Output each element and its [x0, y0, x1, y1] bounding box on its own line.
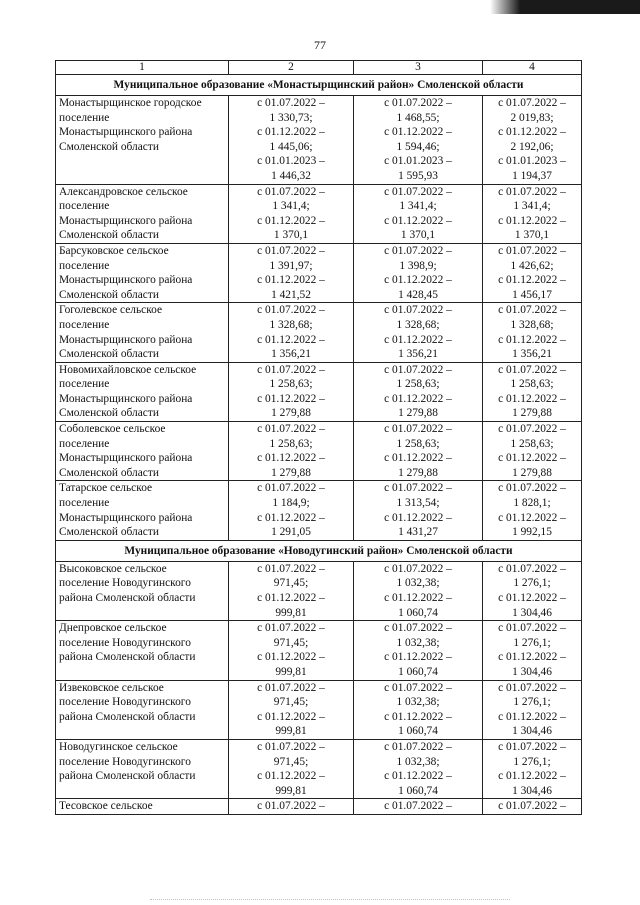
tariff-value-line: с 01.12.2022 – [498, 592, 566, 604]
settlement-name-line: района Смоленской области [59, 592, 196, 604]
settlement-name-line: Смоленской области [59, 526, 159, 539]
tariff-value-cell [229, 243, 354, 302]
tariff-value-line: 1 258,63; [269, 378, 313, 391]
tariff-value-line: с 01.12.2022 – [384, 592, 452, 604]
tariff-value-line: с 01.12.2022 – [498, 214, 566, 227]
tariff-value-line: с 01.12.2022 – [257, 126, 325, 139]
tariff-value-line: с 01.12.2022 – [498, 333, 566, 346]
tariff-value-cell [354, 243, 483, 302]
tariff-value-line: 1 258,63; [396, 378, 440, 391]
tariff-value-cell [229, 184, 354, 243]
tariff-value-line: 1 992,15 [512, 526, 552, 539]
settlement-name-line: Смоленской области [59, 466, 159, 479]
tariff-value-line: с 01.01.2023 – [498, 155, 566, 168]
settlement-name-cell [56, 680, 229, 739]
tariff-value-line: с 01.12.2022 – [498, 274, 566, 287]
tariff-value-line: с 01.07.2022 – [384, 185, 452, 198]
settlement-name-line: района Смоленской области [59, 651, 196, 664]
tariff-value-line: с 01.07.2022 – [257, 740, 325, 753]
tariff-value-line: с 01.12.2022 – [498, 126, 566, 139]
tariff-value-line: 1 291,05 [271, 526, 311, 539]
tariff-value-line: 1 446,32 [271, 169, 311, 182]
tariff-value-line: 1 356,21 [271, 348, 311, 361]
tariff-value-line: с 01.12.2022 – [257, 511, 325, 524]
tariff-value-line: 1 279,88 [398, 466, 438, 479]
tariff-value-line: с 01.12.2022 – [384, 126, 452, 139]
tariff-value-line: 1 279,88 [271, 407, 311, 420]
settlement-name-line: Днепровское сельское [59, 622, 167, 635]
tariff-value-line: с 01.07.2022 – [498, 423, 566, 436]
tariff-value-line: 1 184,9; [272, 497, 310, 510]
tariff-value-line: 1 276,1; [513, 755, 551, 768]
tariff-value-line: с 01.07.2022 – [257, 681, 325, 694]
settlement-name-line: поселение Новодугинского [59, 755, 191, 768]
tariff-table [55, 60, 582, 815]
tariff-value-line: с 01.07.2022 – [384, 562, 452, 575]
table-row [56, 422, 582, 481]
tariff-value-cell [483, 96, 582, 185]
tariff-value-line: с 01.07.2022 – [257, 244, 325, 257]
tariff-value-line: 1 032,38; [396, 696, 440, 709]
settlement-name-line: поселение [59, 259, 110, 272]
settlement-name-cell [56, 362, 229, 421]
settlement-name-line: Смоленской области [59, 348, 159, 361]
settlement-name-line: Высоковское сельское [59, 562, 167, 575]
tariff-value-line: 1 428,45 [398, 288, 438, 301]
settlement-name-line: Монастырщинского района [59, 333, 193, 346]
settlement-name-line: Смоленской области [59, 407, 159, 420]
settlement-name-cell [56, 799, 229, 815]
settlement-name-cell [56, 561, 229, 620]
settlement-name-line: Монастырщинского района [59, 511, 193, 524]
column-number-cell: 3 [354, 61, 483, 75]
tariff-value-line: с 01.12.2022 – [257, 770, 325, 783]
tariff-value-line: 1 304,46 [512, 606, 552, 619]
tariff-value-line: 999,81 [275, 725, 307, 738]
tariff-value-line: 1 456,17 [512, 288, 552, 301]
tariff-value-line: 1 595,93 [398, 169, 438, 182]
settlement-name-line: поселение Новодугинского [59, 636, 191, 649]
column-number-row [56, 61, 582, 75]
column-number-cell: 4 [483, 61, 582, 75]
tariff-value-cell [229, 739, 354, 798]
tariff-value-cell [229, 680, 354, 739]
table-row [56, 303, 582, 362]
tariff-value-line: с 01.12.2022 – [498, 651, 566, 664]
tariff-value-line: 1 194,37 [512, 169, 552, 182]
tariff-value-line: 1 279,88 [512, 466, 552, 479]
tariff-value-cell [483, 680, 582, 739]
tariff-value-line: с 01.01.2023 – [257, 155, 325, 168]
tariff-value-line: с 01.07.2022 – [498, 622, 566, 635]
tariff-value-line: 1 276,1; [513, 636, 551, 649]
tariff-value-line: 1 304,46 [512, 725, 552, 738]
tariff-value-line: 1 258,63; [396, 437, 440, 450]
tariff-value-line: с 01.12.2022 – [384, 392, 452, 405]
tariff-value-cell [354, 621, 483, 680]
tariff-value-line: с 01.07.2022 – [257, 363, 325, 376]
tariff-value-line: с 01.07.2022 – [257, 562, 325, 575]
settlement-name-line: Монастырщинского района [59, 126, 193, 139]
settlement-name-line: района Смоленской области [59, 770, 196, 783]
tariff-value-cell [229, 481, 354, 540]
settlement-name-cell [56, 184, 229, 243]
tariff-value-line: 1 258,63; [269, 437, 313, 450]
settlement-name-cell [56, 243, 229, 302]
tariff-value-cell [483, 561, 582, 620]
tariff-value-line: 1 258,63; [510, 378, 554, 391]
settlement-name-line: Монастырщинского района [59, 452, 193, 465]
tariff-value-line: 1 328,68; [269, 318, 313, 331]
tariff-value-line: 1 060,74 [398, 606, 438, 619]
settlement-name-line: Гоголевское сельское [59, 304, 163, 317]
tariff-value-line: с 01.07.2022 – [384, 622, 452, 635]
tariff-value-line: 999,81 [275, 606, 307, 619]
settlement-name-line: поселение [59, 497, 110, 510]
tariff-value-cell [354, 739, 483, 798]
tariff-value-line: 1 276,1; [513, 577, 551, 590]
table-row [56, 96, 582, 185]
tariff-value-line: с 01.07.2022 – [384, 800, 452, 813]
section-title: Муниципальное образование «Монастырщинский район» Смоленской области [56, 75, 582, 96]
tariff-value-line: 1 828,1; [513, 497, 551, 510]
settlement-name-line: Смоленской области [59, 140, 159, 153]
tariff-value-line: 1 330,73; [269, 111, 313, 124]
settlement-name-cell [56, 621, 229, 680]
table-row [56, 621, 582, 680]
tariff-value-line: с 01.12.2022 – [384, 651, 452, 664]
tariff-value-line: с 01.12.2022 – [257, 333, 325, 346]
tariff-value-line: с 01.12.2022 – [257, 592, 325, 604]
tariff-value-line: с 01.07.2022 – [384, 482, 452, 495]
tariff-value-line: 1 398,9; [399, 259, 437, 272]
tariff-value-line: с 01.12.2022 – [384, 274, 452, 287]
tariff-value-line: 1 258,63; [510, 437, 554, 450]
tariff-value-cell [229, 621, 354, 680]
tariff-value-line: 2 019,83; [510, 111, 554, 124]
settlement-name-line: Монастырщинское городское [59, 97, 202, 109]
tariff-value-line: 1 391,97; [269, 259, 313, 272]
tariff-value-line: 1 276,1; [513, 696, 551, 709]
tariff-value-line: с 01.12.2022 – [498, 452, 566, 465]
tariff-value-line: с 01.12.2022 – [257, 274, 325, 287]
settlement-name-line: Монастырщинского района [59, 392, 193, 405]
tariff-value-cell [483, 739, 582, 798]
tariff-value-line: 1 032,38; [396, 636, 440, 649]
tariff-value-cell [483, 184, 582, 243]
tariff-value-line: с 01.12.2022 – [257, 452, 325, 465]
tariff-value-line: с 01.07.2022 – [257, 97, 325, 109]
tariff-value-cell [483, 621, 582, 680]
settlement-name-line: Соболевское сельское [59, 423, 166, 436]
tariff-value-line: 1 421,52 [271, 288, 311, 301]
table-row [56, 799, 582, 815]
tariff-value-line: с 01.07.2022 – [498, 482, 566, 495]
tariff-value-line: с 01.07.2022 – [498, 800, 566, 813]
settlement-name-line: поселение [59, 111, 110, 124]
tariff-value-cell [354, 799, 483, 815]
tariff-value-line: 999,81 [275, 784, 307, 797]
tariff-value-line: с 01.01.2023 – [384, 155, 452, 168]
tariff-value-line: с 01.07.2022 – [498, 244, 566, 257]
tariff-value-line: с 01.07.2022 – [498, 185, 566, 198]
tariff-value-line: с 01.07.2022 – [384, 423, 452, 436]
tariff-value-line: с 01.12.2022 – [384, 333, 452, 346]
settlement-name-line: района Смоленской области [59, 710, 196, 723]
table-row [56, 739, 582, 798]
tariff-value-cell [229, 303, 354, 362]
tariff-value-line: 999,81 [275, 665, 307, 678]
tariff-value-cell [483, 303, 582, 362]
scan-artifact [150, 895, 510, 900]
section-heading-row [56, 540, 582, 561]
tariff-value-line: 971,45; [273, 696, 309, 709]
settlement-name-cell [56, 303, 229, 362]
tariff-value-line: с 01.07.2022 – [384, 97, 452, 109]
tariff-value-cell [354, 184, 483, 243]
tariff-value-line: с 01.07.2022 – [257, 800, 325, 813]
tariff-value-line: с 01.07.2022 – [498, 562, 566, 575]
settlement-name-line: Извековское сельское [59, 681, 164, 694]
tariff-value-line: с 01.12.2022 – [384, 511, 452, 524]
settlement-name-cell [56, 739, 229, 798]
tariff-value-line: с 01.07.2022 – [498, 740, 566, 753]
tariff-value-cell [229, 362, 354, 421]
table-row [56, 561, 582, 620]
tariff-value-line: 1 594,46; [396, 140, 440, 153]
tariff-value-line: с 01.07.2022 – [498, 681, 566, 694]
tariff-value-cell [354, 481, 483, 540]
tariff-value-line: с 01.07.2022 – [498, 304, 566, 317]
tariff-value-line: 1 279,88 [271, 466, 311, 479]
tariff-value-line: с 01.12.2022 – [384, 710, 452, 723]
tariff-value-cell [483, 362, 582, 421]
settlement-name-line: Монастырщинского района [59, 274, 193, 287]
tariff-value-cell [229, 799, 354, 815]
settlement-name-line: поселение [59, 378, 110, 391]
settlement-name-line: поселение Новодугинского [59, 577, 191, 590]
settlement-name-line: Смоленской области [59, 288, 159, 301]
settlement-name-line: Тесовское сельское [59, 800, 153, 813]
settlement-name-line: Новодугинское сельское [59, 740, 178, 753]
tariff-value-line: 1 313,54; [396, 497, 440, 510]
tariff-value-line: 971,45; [273, 636, 309, 649]
tariff-value-line: 1 356,21 [512, 348, 552, 361]
table-row [56, 184, 582, 243]
tariff-value-line: с 01.07.2022 – [498, 363, 566, 376]
section-title: Муниципальное образование «Новодугинский район» Смоленской области [56, 540, 582, 561]
settlement-name-line: Смоленской области [59, 229, 159, 242]
settlement-name-line: поселение Новодугинского [59, 696, 191, 709]
tariff-value-line: с 01.12.2022 – [384, 214, 452, 227]
settlement-name-line: поселение [59, 437, 110, 450]
tariff-value-line: с 01.07.2022 – [257, 622, 325, 635]
tariff-value-line: 1 370,1 [400, 229, 436, 242]
tariff-value-line: 1 370,1 [273, 229, 309, 242]
tariff-value-line: с 01.12.2022 – [384, 770, 452, 783]
settlement-name-line: Барсуковское сельское [59, 244, 169, 257]
tariff-value-line: с 01.12.2022 – [498, 392, 566, 405]
tariff-value-cell [229, 96, 354, 185]
tariff-value-line: 1 304,46 [512, 784, 552, 797]
tariff-value-line: 1 279,88 [512, 407, 552, 420]
tariff-value-cell [354, 561, 483, 620]
tariff-value-line: 971,45; [273, 577, 309, 590]
tariff-value-line: 1 060,74 [398, 665, 438, 678]
settlement-name-cell [56, 96, 229, 185]
tariff-value-line: с 01.12.2022 – [257, 392, 325, 405]
tariff-value-cell [229, 561, 354, 620]
table-row [56, 481, 582, 540]
tariff-value-cell [483, 422, 582, 481]
tariff-value-line: 1 341,4; [272, 200, 310, 213]
tariff-value-line: 1 279,88 [398, 407, 438, 420]
tariff-value-line: 1 356,21 [398, 348, 438, 361]
tariff-value-line: 1 426,62; [510, 259, 554, 272]
settlement-name-line: Монастырщинского района [59, 214, 193, 227]
tariff-value-line: 1 328,68; [510, 318, 554, 331]
tariff-value-line: с 01.07.2022 – [257, 423, 325, 436]
tariff-value-cell [483, 799, 582, 815]
tariff-value-line: с 01.07.2022 – [384, 363, 452, 376]
settlement-name-line: поселение [59, 200, 110, 213]
settlement-name-line: Новомихайловское сельское [59, 363, 197, 376]
tariff-value-cell [483, 243, 582, 302]
tariff-value-line: 1 032,38; [396, 577, 440, 590]
tariff-value-line: 1 370,1 [514, 229, 550, 242]
tariff-value-line: с 01.12.2022 – [384, 452, 452, 465]
tariff-value-line: 1 431,27 [398, 526, 438, 539]
tariff-value-line: 1 468,55; [396, 111, 440, 124]
tariff-value-line: с 01.07.2022 – [384, 740, 452, 753]
tariff-value-line: с 01.12.2022 – [257, 214, 325, 227]
tariff-value-line: 1 445,06; [269, 140, 313, 153]
tariff-value-line: с 01.12.2022 – [257, 651, 325, 664]
tariff-value-line: с 01.12.2022 – [498, 511, 566, 524]
tariff-value-line: 1 060,74 [398, 725, 438, 738]
tariff-value-line: 1 341,4; [513, 200, 551, 213]
tariff-value-cell [354, 362, 483, 421]
tariff-value-cell [229, 422, 354, 481]
tariff-value-line: с 01.07.2022 – [257, 185, 325, 198]
tariff-value-line: с 01.12.2022 – [257, 710, 325, 723]
scan-edge-shadow [490, 0, 640, 14]
tariff-value-line: 1 328,68; [396, 318, 440, 331]
section-heading-row [56, 75, 582, 96]
tariff-value-line: с 01.12.2022 – [498, 710, 566, 723]
tariff-value-cell [483, 481, 582, 540]
table-row [56, 243, 582, 302]
tariff-value-line: 1 060,74 [398, 784, 438, 797]
tariff-value-line: 971,45; [273, 755, 309, 768]
tariff-value-line: с 01.07.2022 – [384, 681, 452, 694]
settlement-name-line: поселение [59, 318, 110, 331]
tariff-value-line: с 01.07.2022 – [384, 244, 452, 257]
tariff-value-line: с 01.07.2022 – [384, 304, 452, 317]
settlement-name-cell [56, 422, 229, 481]
tariff-value-line: 1 341,4; [399, 200, 437, 213]
settlement-name-line: Татарское сельское [59, 482, 153, 495]
table-row [56, 362, 582, 421]
settlement-name-line: Александровское сельское [59, 185, 188, 198]
tariff-value-line: 2 192,06; [510, 140, 554, 153]
settlement-name-cell [56, 481, 229, 540]
tariff-value-line: с 01.12.2022 – [498, 770, 566, 783]
tariff-value-cell [354, 422, 483, 481]
tariff-value-line: с 01.07.2022 – [257, 304, 325, 317]
tariff-value-cell [354, 680, 483, 739]
tariff-value-line: с 01.07.2022 – [498, 97, 566, 109]
column-number-cell: 1 [56, 61, 229, 75]
column-number-cell: 2 [229, 61, 354, 75]
tariff-value-cell [354, 96, 483, 185]
tariff-value-line: 1 032,38; [396, 755, 440, 768]
table-row [56, 680, 582, 739]
tariff-value-line: с 01.07.2022 – [257, 482, 325, 495]
tariff-value-cell [354, 303, 483, 362]
tariff-value-line: 1 304,46 [512, 665, 552, 678]
page-number: 77 [314, 38, 326, 52]
